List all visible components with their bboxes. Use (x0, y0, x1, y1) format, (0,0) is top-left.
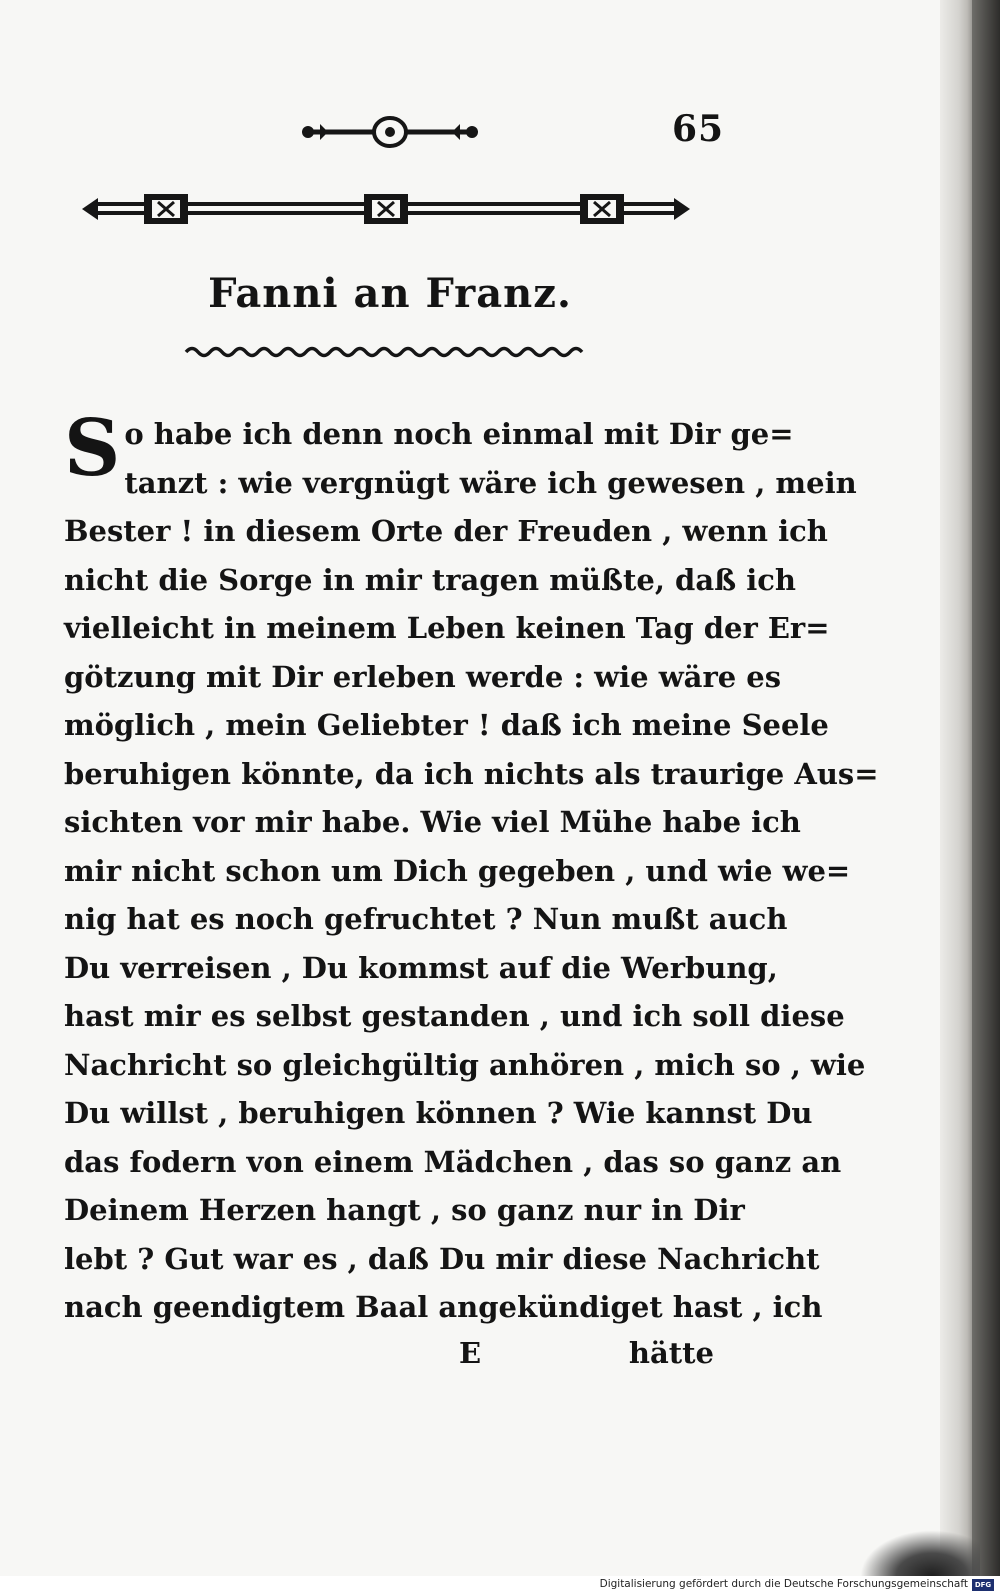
thumb-shadow (860, 1530, 980, 1576)
wavy-rule-icon (186, 342, 578, 362)
text-line: sichten vor mir habe. Wie viel Mühe habe ich (64, 805, 801, 839)
ornamental-rule-icon (80, 186, 692, 232)
text-line: beruhigen könnte, da ich nichts als traurige Aus= (64, 756, 879, 791)
text-line: vielleicht in meinem Leben keinen Tag der Er= (64, 611, 830, 645)
text-line: nicht die Sorge in mir tragen müßte, daß ich (64, 562, 797, 597)
letter-body (64, 403, 879, 1332)
page-foot (64, 1336, 714, 1386)
text-line: nach geendigtem Baal angekündiget hast , ich (64, 1290, 823, 1324)
catchword: hätte (628, 1336, 714, 1370)
text-line: möglich , mein Geliebter ! daß ich meine Seele (64, 708, 829, 742)
text-line: Du verreisen , Du kommst auf die Werbung, (64, 950, 778, 985)
vignette-ornament-icon (300, 114, 480, 150)
binding-shadow (972, 0, 1000, 1576)
text-line: götzung mit Dir erleben werde : wie wäre es (64, 659, 782, 694)
footer-credit: Digitalisierung gefördert durch die Deutsche Forschungsgemeinschaft (599, 1578, 968, 1590)
page-edge (940, 0, 974, 1576)
text-line: Du willst , beruhigen können ? Wie kannst Du (64, 1096, 813, 1130)
page-number: 65 (672, 108, 725, 150)
text-line: Nachricht so gleichgültig anhören , mich so , wie (64, 1047, 866, 1082)
dfg-logo: DFG (972, 1579, 994, 1591)
text-line: mir nicht schon um Dich gegeben , und wie we= (64, 853, 851, 888)
digitization-footer (0, 1576, 1000, 1594)
letter-title: Fanni an Franz. (208, 270, 572, 317)
text-line: hast mir es selbst gestanden , und ich soll diese (64, 999, 845, 1033)
text-line: nig hat es noch gefruchtet ? Nun mußt auch (64, 902, 788, 936)
text-line: Deinem Herzen hangt , so ganz nur in Dir (64, 1193, 745, 1227)
text-line: o habe ich denn noch einmal mit Dir ge= (124, 417, 794, 451)
text-line: tanzt : wie vergnügt wäre ich gewesen , mein (124, 465, 857, 500)
text-line: Bester ! in diesem Orte der Freuden , wenn ich (64, 514, 828, 548)
text-line: das fodern von einem Mädchen , das so ganz an (64, 1144, 842, 1179)
text-line: lebt ? Gut war es , daß Du mir diese Nachricht (64, 1241, 820, 1276)
drop-cap: S (64, 403, 121, 494)
signature-mark: E (459, 1336, 482, 1370)
